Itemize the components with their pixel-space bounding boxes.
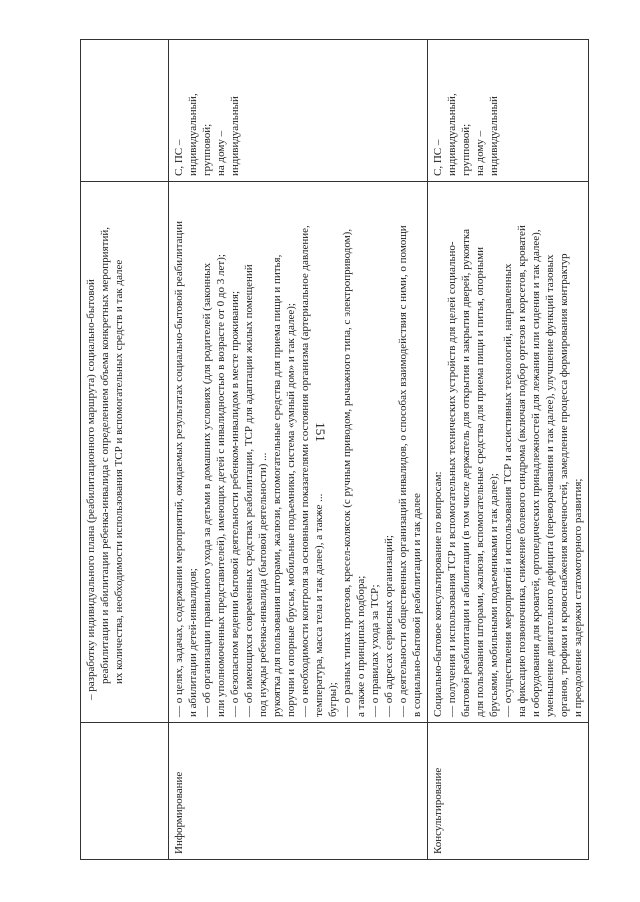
rehabilitation-table bbox=[80, 39, 589, 860]
content-line: — о правилах ухода за ТСР; bbox=[369, 584, 381, 717]
form-line: индивидуальный, bbox=[446, 93, 458, 176]
content-line: — о разных типах протезов, кресел-колясок (с ручным приводом, рычажного типа, с электроприводом), bbox=[341, 228, 353, 717]
content-line: и преодоление задержки статомоторного развития; bbox=[572, 478, 584, 717]
form-line: С, ПС – bbox=[173, 139, 185, 176]
content-line: на фиксацию позвоночника, снижение болевого синдрома (включая подбор ортезов и корсетов, кроватей bbox=[516, 225, 528, 717]
content-line: — осуществления мероприятий и использования ТСР и ассистивных технологий, направленных bbox=[502, 263, 514, 717]
content-line: температура, масса тела и так далее), а также ... bbox=[313, 493, 325, 717]
content-line: – разработку индивидуального плана (реабилитационного маршрута) социально-бытовой bbox=[85, 279, 97, 700]
content-line: а также о принципах подбора; bbox=[355, 575, 367, 717]
content-line: под нужды ребенка-инвалида (бытовой деятельности) ... bbox=[257, 452, 269, 717]
content-line: и абилитации детей-инвалидов; bbox=[187, 568, 199, 717]
form-line: С, ПС – bbox=[432, 139, 444, 176]
content-line: — о целях, задачах, содержании мероприятий, ожидаемых результатах социально-бытовой реабилитации bbox=[173, 220, 185, 717]
content-line: бугры); bbox=[327, 682, 339, 717]
form-line: индивидуальный bbox=[488, 96, 500, 176]
content-line: в социально-бытовой реабилитации и так далее bbox=[411, 493, 423, 717]
activity-cell: Консультирование bbox=[428, 723, 589, 860]
rotated-page bbox=[80, 40, 584, 860]
content-line: уменьшение двигательного дефицита (переворачивания и так далее), улучшение функций тазовых bbox=[544, 254, 556, 717]
content-line: брусьями, мобильными подъемниками и так далее); bbox=[488, 473, 500, 717]
content-line: Социально-бытовое консультирование по вопросам: bbox=[432, 471, 444, 717]
content-line: рукоятка для пользования шторами, жалюзи, вспомогательные средства для приема пищи и питья, bbox=[271, 254, 283, 717]
activity-cell: Информирование bbox=[169, 723, 428, 860]
table-row bbox=[169, 40, 428, 860]
page-number: 151 bbox=[313, 422, 328, 442]
content-line: или уполномоченных представителей), имеющих детей с инвалидностью в возрасте от 0 до 3 лет); bbox=[215, 254, 227, 717]
content-line: — об имеющихся современных средствах реабилитации, ТСР для адаптации жилых помещений bbox=[243, 264, 255, 717]
content-cell bbox=[169, 182, 428, 723]
content-line: — получения и использования ТСР и вспомогательных технических устройств для целей социально- bbox=[446, 241, 458, 717]
form-line: на дому – bbox=[215, 130, 227, 176]
content-line: и оборудования для кроватей, ортопедических принадлежностей для лежания или сидения и так далее), bbox=[530, 229, 542, 717]
form-cell bbox=[428, 40, 589, 182]
content-line: — об организации правильного ухода за детьми в домашних условиях (для родителей (законных bbox=[201, 262, 213, 717]
table-row bbox=[81, 40, 169, 860]
content-line: — о необходимости контроля за основными показателями состояния организма (артериальное давление, bbox=[299, 225, 311, 717]
content-line: — об адресах сервисных организаций; bbox=[383, 535, 395, 717]
content-cell bbox=[81, 182, 169, 723]
content-line: поручни и опорные брусья, мобильные подъемники, система «умный дом» и так далее); bbox=[285, 303, 297, 717]
content-line: бытовой реабилитации и абилитации (в том числе держатель для открытия и закрытия дверей, рукоятка bbox=[460, 229, 472, 717]
form-cell bbox=[169, 40, 428, 182]
content-line: органов, трофики и кровоснабжения конечностей, замедление процесса формирования контрактур bbox=[558, 253, 570, 717]
form-line: групповой; bbox=[201, 123, 213, 176]
table-row bbox=[428, 40, 589, 860]
activity-cell bbox=[81, 723, 169, 860]
content-line: — о безопасном ведении бытовой деятельности ребенком-инвалидом в месте проживания; bbox=[229, 290, 241, 717]
content-line: — о деятельности общественных организаций инвалидов, о способах взаимодействия с ними, о помощи bbox=[397, 225, 409, 717]
content-line: для пользования шторами, жалюзи, вспомогательные средства для приема пищи и питья, опорными bbox=[474, 246, 486, 717]
form-cell bbox=[81, 40, 169, 182]
form-line: групповой; bbox=[460, 123, 472, 176]
content-cell bbox=[428, 182, 589, 723]
content-line: их количества, необходимости использования ТСР и вспомогательных средств и так далее bbox=[113, 259, 125, 684]
content-line: реабилитации и абилитации ребенка-инвалида с определением объема конкретных мероприятий, bbox=[99, 227, 111, 684]
form-line: индивидуальный bbox=[229, 96, 241, 176]
form-line: индивидуальный, bbox=[187, 93, 199, 176]
form-line: на дому – bbox=[474, 130, 486, 176]
